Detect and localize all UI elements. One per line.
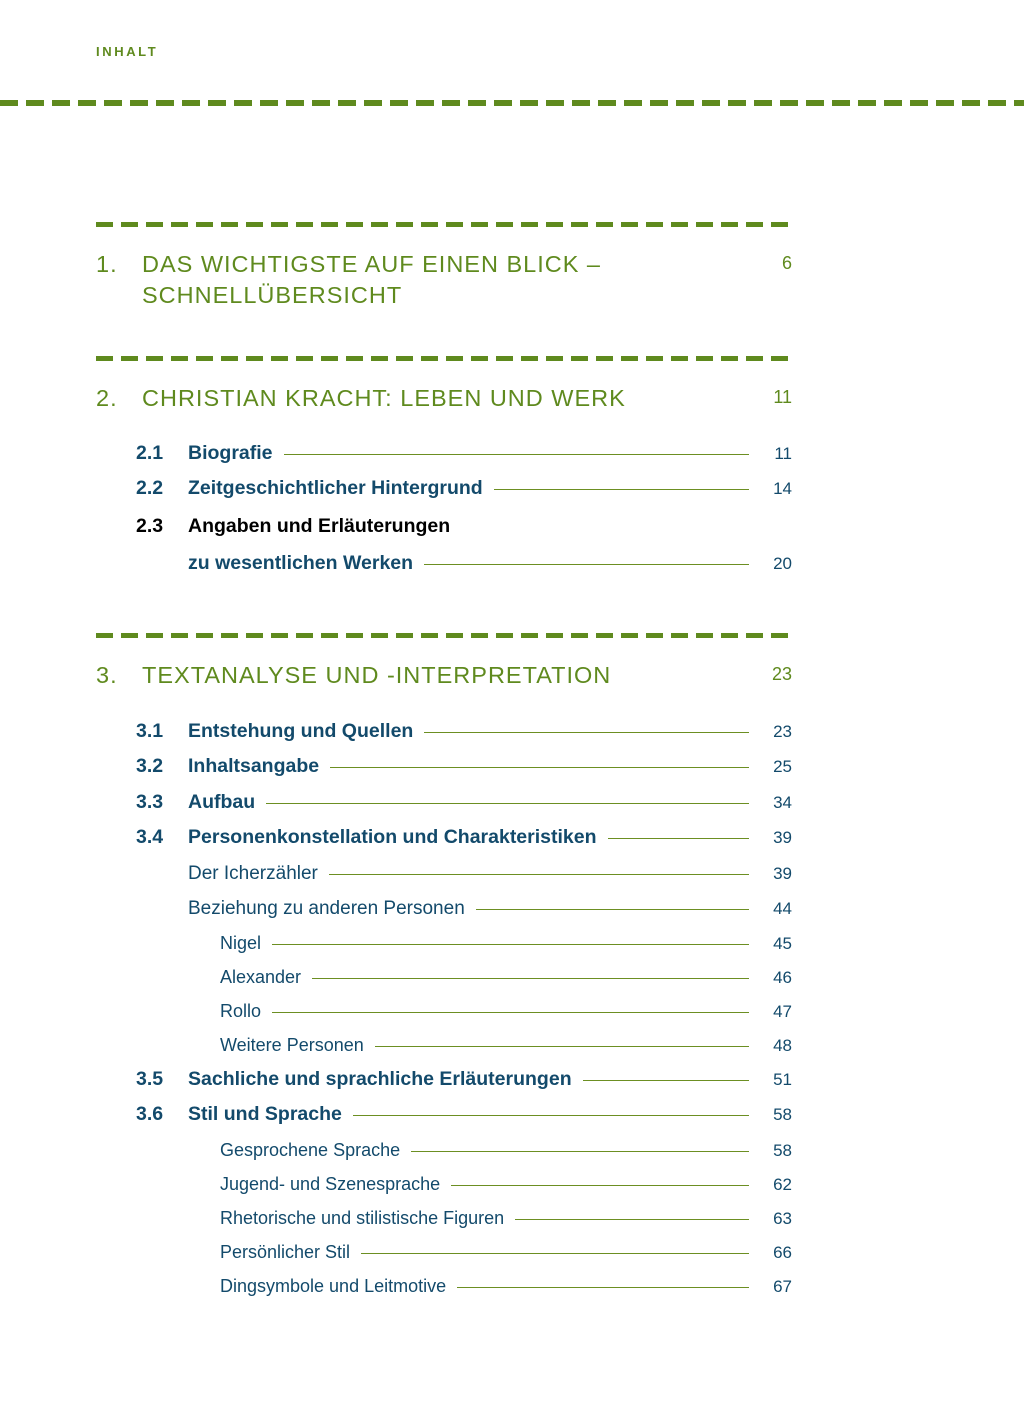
chapter-heading-1[interactable] xyxy=(96,249,792,312)
entry-page-number: 44 xyxy=(773,898,792,918)
running-head: INHALT xyxy=(96,44,159,59)
chapter-title: CHRISTIAN KRACHT: LEBEN UND WERK xyxy=(142,384,626,411)
spacer xyxy=(96,589,792,633)
leader-line xyxy=(329,874,749,875)
leader-line xyxy=(330,767,749,768)
leader-line xyxy=(361,1253,749,1254)
entry-label: Stil und Sprache xyxy=(188,1103,342,1125)
entry-label: Personenkonstellation und Charakteristiken xyxy=(188,826,597,848)
leader-line xyxy=(583,1080,749,1081)
entry-page-number: 46 xyxy=(773,967,792,987)
toc-entry[interactable] xyxy=(96,1209,792,1227)
entry-page-number: 63 xyxy=(773,1208,792,1228)
entry-number: 3.4 xyxy=(136,826,164,848)
leader-line xyxy=(284,454,749,455)
entry-label: Beziehung zu anderen Personen xyxy=(188,897,465,919)
entry-page-number: 62 xyxy=(773,1174,792,1194)
entry-label: Gesprochene Sprache xyxy=(220,1139,401,1160)
chapter-dashed-rule xyxy=(96,633,792,638)
leader-line xyxy=(353,1115,749,1116)
chapter-heading-2[interactable] xyxy=(96,383,792,414)
leader-line xyxy=(272,1012,749,1013)
entry-label: Aufbau xyxy=(188,790,256,813)
toc-entry[interactable] xyxy=(96,1036,792,1054)
chapter-title-line-2: SCHNELLÜBERSICHT xyxy=(142,282,403,309)
toc-entry[interactable] xyxy=(96,719,792,742)
entry-line-1 xyxy=(136,515,792,538)
chapter-page-number: 11 xyxy=(773,386,792,407)
toc-entry[interactable] xyxy=(96,1277,792,1295)
leader-line xyxy=(312,978,749,979)
entry-page-number: 20 xyxy=(773,553,792,573)
entry-label: Nigel xyxy=(220,932,262,953)
entry-page-number: 39 xyxy=(773,863,792,883)
chapter-title: TEXTANALYSE UND -INTERPRETATION xyxy=(142,662,612,689)
entry-label: Dingsymbole und Leitmotive xyxy=(220,1275,447,1296)
leader-line xyxy=(266,803,749,804)
entry-label: Sachliche und sprachliche Erläuterungen xyxy=(188,1067,572,1090)
header-dashed-rule xyxy=(0,100,1024,106)
entry-page-number: 14 xyxy=(773,479,792,499)
toc-entry[interactable] xyxy=(96,515,792,574)
toc-entry[interactable] xyxy=(96,1175,792,1193)
entry-page-number: 23 xyxy=(773,721,792,741)
toc-entry[interactable] xyxy=(96,864,792,883)
entry-page-number: 48 xyxy=(773,1035,792,1055)
toc-entry[interactable] xyxy=(96,790,792,813)
toc-entry[interactable] xyxy=(96,899,792,918)
toc-entry[interactable] xyxy=(96,934,792,952)
spacer xyxy=(96,414,792,444)
chapter-dashed-rule xyxy=(96,222,792,227)
entry-label: Rhetorische und stilistische Figuren xyxy=(220,1207,505,1228)
entry-label: Weitere Personen xyxy=(220,1034,364,1055)
entry-number: 3.3 xyxy=(136,790,164,813)
leader-line xyxy=(451,1185,749,1186)
leader-line xyxy=(375,1046,749,1047)
chapter-page-number: 6 xyxy=(781,253,792,273)
entry-page-number: 47 xyxy=(773,1001,792,1021)
entry-page-number: 39 xyxy=(773,828,792,847)
toc-entry[interactable] xyxy=(96,1243,792,1261)
entry-page-number: 45 xyxy=(773,933,792,953)
leader-line xyxy=(476,909,749,910)
entry-label: Zeitgeschichtlicher Hintergrund xyxy=(188,477,483,500)
toc-entry[interactable] xyxy=(96,441,792,464)
entry-number: 3.1 xyxy=(136,719,164,742)
entry-label: Der Icherzähler xyxy=(188,862,318,884)
entry-label: Inhaltsangabe xyxy=(188,755,320,777)
entry-label: Alexander xyxy=(220,966,302,987)
leader-line xyxy=(515,1219,749,1220)
toc-entry[interactable] xyxy=(96,1067,792,1090)
entry-page-number: 25 xyxy=(773,757,792,776)
chapter-page-number: 23 xyxy=(771,664,792,685)
chapter-block-1 xyxy=(96,222,792,312)
entry-number: 2.1 xyxy=(136,441,164,464)
chapter-title xyxy=(142,249,748,312)
entry-number: 3.6 xyxy=(136,1103,164,1125)
leader-line xyxy=(424,564,749,565)
chapter-dashed-rule xyxy=(96,356,792,361)
entry-label: Entstehung und Quellen xyxy=(188,719,414,742)
entry-page-number: 11 xyxy=(774,443,792,463)
entry-page-number: 58 xyxy=(773,1140,792,1160)
leader-line xyxy=(272,944,749,945)
entry-page-number: 51 xyxy=(773,1069,792,1089)
toc-entry[interactable] xyxy=(96,828,792,848)
toc-entry[interactable] xyxy=(96,479,792,499)
chapter-block-3 xyxy=(96,633,792,1294)
entry-label: Rollo xyxy=(220,1000,262,1021)
entry-page-number: 67 xyxy=(773,1276,792,1296)
leader-line xyxy=(494,489,749,490)
table-of-contents xyxy=(96,222,792,1311)
entry-label: Jugend- und Szenesprache xyxy=(220,1173,441,1194)
entry-label: Persönlicher Stil xyxy=(220,1241,351,1262)
spacer xyxy=(96,312,792,356)
entry-label-continued: zu wesentlichen Werken xyxy=(188,551,414,574)
entry-number: 2.3 xyxy=(136,514,164,537)
toc-entry[interactable] xyxy=(96,968,792,986)
toc-entry[interactable] xyxy=(96,1141,792,1159)
entry-number: 3.5 xyxy=(136,1067,164,1090)
entry-page-number: 58 xyxy=(773,1105,792,1124)
toc-entry[interactable] xyxy=(96,1105,792,1125)
leader-line xyxy=(424,732,749,733)
chapter-title-line-1: DAS WICHTIGSTE AUF EINEN BLICK – xyxy=(142,251,601,277)
entry-line-2 xyxy=(136,551,792,574)
entry-label: Biografie xyxy=(188,441,273,464)
entry-page-number: 34 xyxy=(773,792,792,812)
chapter-heading-3[interactable] xyxy=(96,660,792,691)
entry-number: 3.2 xyxy=(136,755,164,777)
spacer xyxy=(96,692,792,722)
chapter-number: 3. xyxy=(96,662,118,689)
chapter-number: 1. xyxy=(96,251,118,277)
leader-line xyxy=(608,838,749,839)
entry-label: Angaben und Erläuterungen xyxy=(188,514,451,537)
chapter-number: 2. xyxy=(96,384,118,411)
toc-entry[interactable] xyxy=(96,1002,792,1020)
entry-page-number: 66 xyxy=(773,1242,792,1262)
leader-line xyxy=(411,1151,749,1152)
chapter-block-2 xyxy=(96,356,792,574)
toc-entry[interactable] xyxy=(96,757,792,777)
leader-line xyxy=(457,1287,749,1288)
entry-number: 2.2 xyxy=(136,477,164,500)
